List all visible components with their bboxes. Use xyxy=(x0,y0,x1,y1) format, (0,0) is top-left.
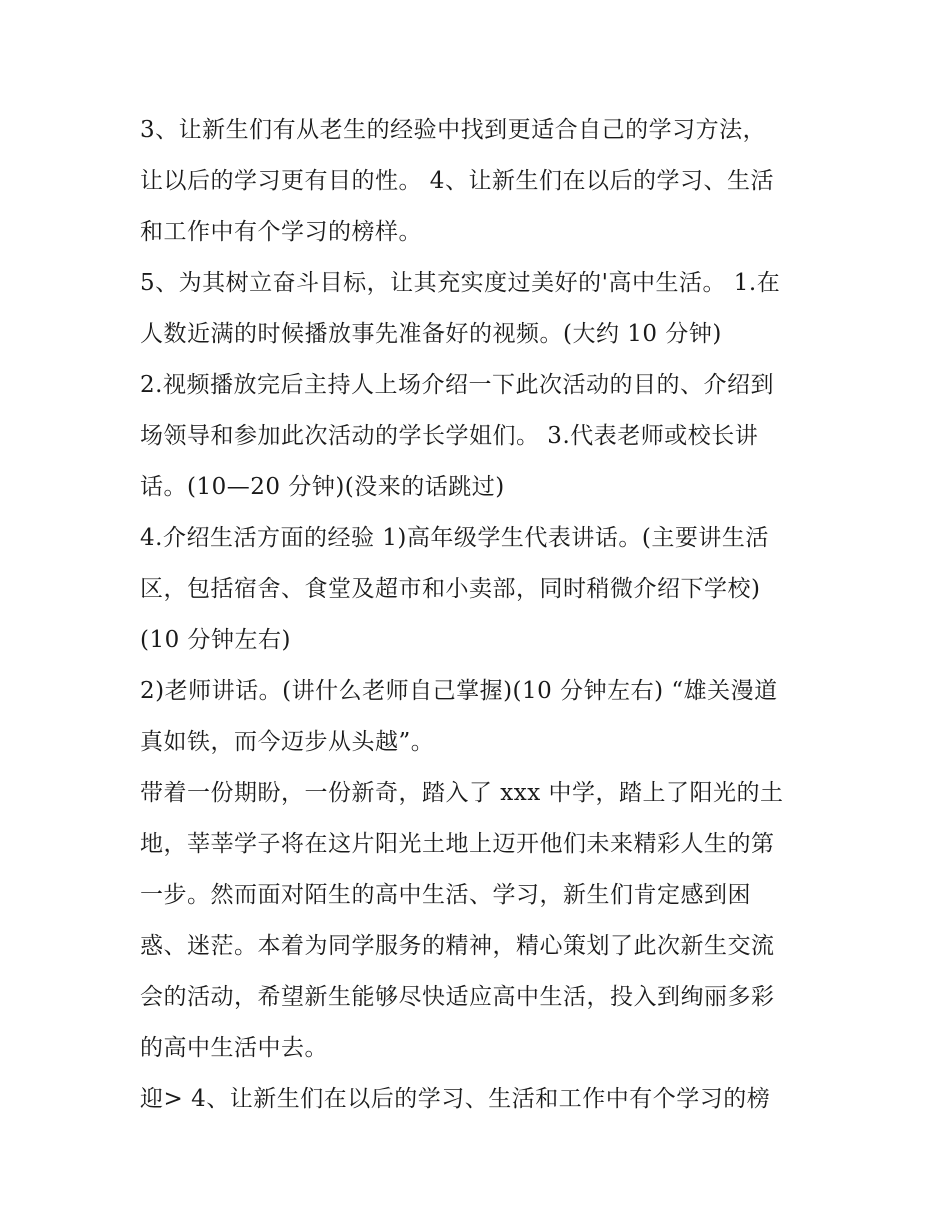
text-line: 一步。然而面对陌生的高中生活、学习，新生们肯定感到困 xyxy=(140,882,751,908)
text-line: 会的活动，希望新生能够尽快适应高中生活，投入到绚丽多彩 xyxy=(140,984,775,1010)
text-line: 2.视频播放完后主持人上场介绍一下此次活动的目的、介绍到 xyxy=(140,372,774,398)
text-line: 话。(10—20 分钟)(没来的话跳过) xyxy=(140,474,505,500)
text-line: 地，莘莘学子将在这片阳光土地上迈开他们未来精彩人生的第 xyxy=(140,831,775,857)
text-line: (10 分钟左右) xyxy=(140,627,292,653)
text-line: 人数近满的时候播放事先准备好的视频。(大约 10 分钟) xyxy=(140,321,722,347)
text-line: 2)老师讲话。(讲什么老师自己掌握)(10 分钟左右) “雄关漫道 xyxy=(140,678,778,704)
text-line: 和工作中有个学习的榜样。 xyxy=(140,219,422,245)
text-line: 迎> 4、让新生们在以后的学习、生活和工作中有个学习的榜 xyxy=(140,1086,771,1112)
text-line: 惑、迷茫。本着为同学服务的精神，精心策划了此次新生交流 xyxy=(140,933,775,959)
text-line: 真如铁，而今迈步从头越”。 xyxy=(140,729,435,755)
text-line: 场领导和参加此次活动的学长学姐们。 3.代表老师或校长讲 xyxy=(140,423,759,449)
text-line: 的高中生活中去。 xyxy=(140,1035,328,1061)
text-line: 3、让新生们有从老生的经验中找到更适合自己的学习方法， xyxy=(140,117,767,143)
text-line: 4.介绍生活方面的经验 1)高年级学生代表讲话。(主要讲生活 xyxy=(140,525,769,551)
text-line: 5、为其树立奋斗目标，让其充实度过美好的'高中生活。 1.在 xyxy=(140,270,781,296)
document-body xyxy=(140,105,820,1125)
text-line: 让以后的学习更有目的性。 4、让新生们在以后的学习、生活 xyxy=(140,168,774,194)
text-line: 区，包括宿舍、食堂及超市和小卖部，同时稍微介绍下学校) xyxy=(140,576,761,602)
text-line: 带着一份期盼，一份新奇，踏入了 xxx 中学，踏上了阳光的土 xyxy=(140,780,784,806)
